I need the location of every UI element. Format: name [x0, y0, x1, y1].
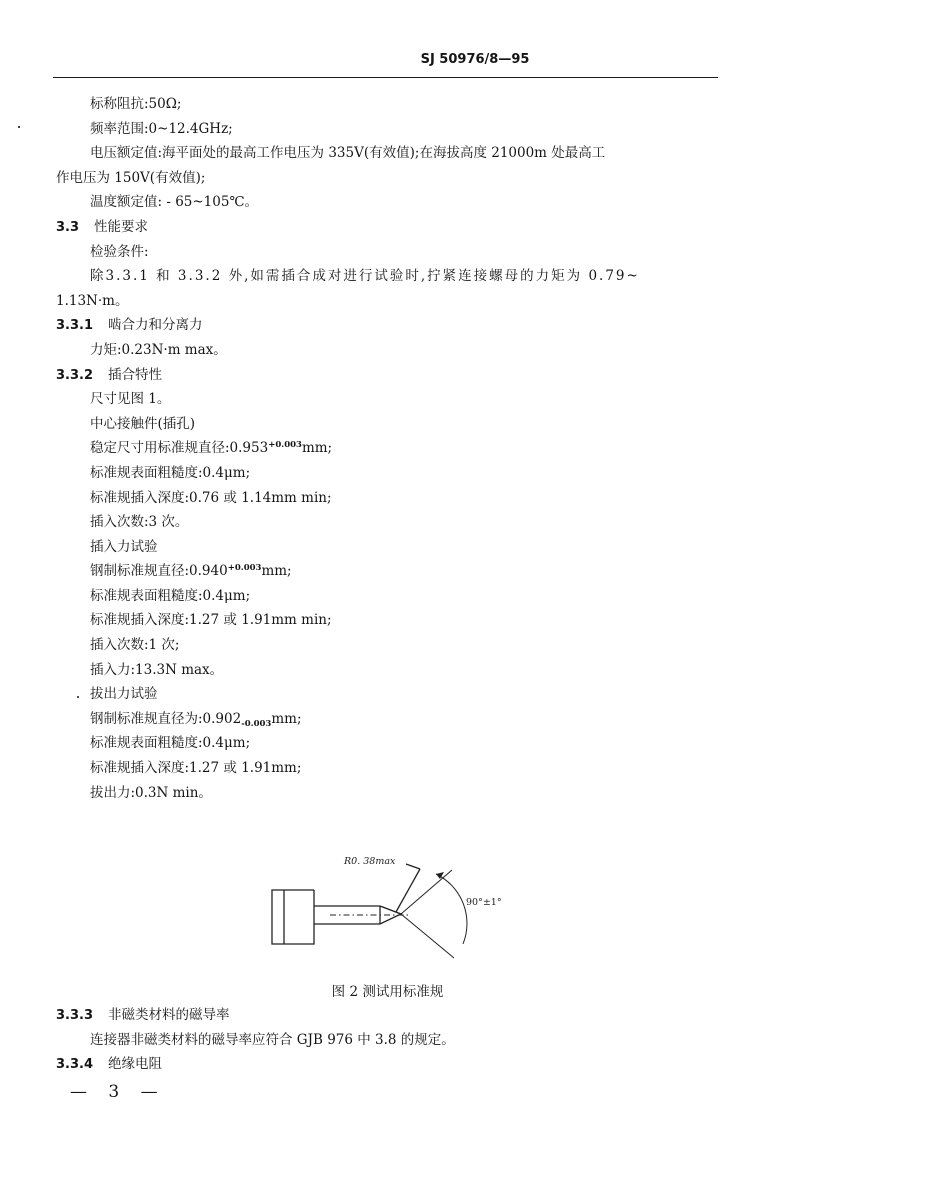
text-line: 力矩:0.23N·m max。: [90, 341, 227, 358]
section-title: 插合特性: [108, 366, 162, 383]
gauge-body: [272, 890, 314, 944]
section-3-3-2: [0, 363, 950, 388]
text-line-gauge-diameter: 稳定尺寸用标准规直径$:0.953^{+0.003}mm$;: [90, 440, 333, 457]
radius-leader-tail: [406, 864, 420, 869]
text-line: 标准规插入深度:1.27 或 1.91mm;: [90, 760, 302, 777]
angle-line-lower: [401, 914, 454, 958]
text-line-torque-cont: 1.13N·m。: [56, 292, 129, 309]
section-3-3-3: [0, 1003, 950, 1028]
text-line: 插入次数:1 次;: [90, 637, 180, 654]
text-line: 标准规表面粗糙度:0.4μm;: [90, 735, 251, 752]
spec-line-impedance: 标称阻抗:50Ω;: [90, 96, 182, 112]
section-3-3: [0, 215, 950, 240]
angle-arc: [436, 874, 467, 944]
section-3-3-1: [0, 313, 950, 338]
section-number: 3.3.1: [56, 318, 94, 334]
text-line: 连接器非磁类材料的磁导率应符合 GJB 976 中 3.8 的规定。: [90, 1031, 455, 1048]
text-line: 拔出力试验: [90, 686, 158, 703]
angle-line-upper: [401, 870, 452, 914]
section-number: 3.3: [56, 219, 80, 235]
text-line-gauge-diameter: 钢制标准规直径$:0.940^{+0.003}mm$;: [90, 563, 292, 580]
radius-leader: [396, 869, 420, 912]
text-line: 插入力试验: [90, 538, 158, 555]
radius-label: R0. 38max: [344, 856, 396, 867]
test-gauge-figure: [0, 842, 950, 960]
section-number: 3.3.3: [56, 1008, 94, 1023]
body-text-tail: [0, 1003, 950, 1077]
tolerance-superscript: +0.003: [268, 440, 302, 451]
body-text: [0, 92, 950, 805]
text-line: 插入力:13.3N max。: [90, 661, 224, 678]
section-title: 啮合力和分离力: [108, 317, 203, 334]
text-line-torque: 除3.3.1 和 3.3.2 外,如需插合成对进行试验时,拧紧连接螺母的力矩为 0.79~: [90, 268, 640, 285]
text-line: 标准规插入深度:1.27 或 1.91mm min;: [90, 612, 332, 629]
section-number: 3.3.4: [56, 1057, 94, 1073]
spec-line-frequency: 频率范围:0~12.4GHz;: [90, 120, 233, 137]
angle-label: 90°±1°: [466, 897, 502, 908]
text-line: 插入次数:3 次。: [90, 514, 189, 531]
header-rule: [53, 77, 718, 78]
section-3-3-4: [0, 1052, 950, 1077]
tolerance-subscript: -0.003: [241, 718, 272, 729]
text-line: 尺寸见图 1。: [90, 391, 171, 408]
spec-line-voltage: 电压额定值:海平面处的最高工作电压为 335V(有效值);在海拔高度 21000m 处最高工: [90, 145, 606, 162]
text-line: 标准规插入深度:0.76 或 1.14mm min;: [90, 489, 332, 506]
text-line: 拔出力:0.3N min。: [90, 784, 212, 801]
document-code-header: SJ 50976/8—95: [420, 52, 530, 67]
text-line: 检验条件:: [90, 243, 149, 260]
section-number: 3.3.2: [56, 367, 94, 383]
section-title: 非磁类材料的磁导率: [108, 1007, 230, 1023]
page-number: — 3 —: [70, 1082, 166, 1102]
text-line: 标准规表面粗糙度:0.4μm;: [90, 587, 251, 604]
spec-line-voltage-cont: 作电压为 150V(有效值);: [56, 169, 206, 186]
spec-line-temperature: 温度额定值: - 65~105℃。: [90, 194, 259, 211]
text-line-gauge-diameter: 钢制标准规直径为$:0.902_{-0.003}mm$;: [90, 710, 302, 729]
text-line: 标准规表面粗糙度:0.4μm;: [90, 464, 251, 481]
section-title: 性能要求: [94, 218, 148, 235]
tolerance-superscript: +0.003: [227, 563, 262, 574]
text-line: 中心接触件(插孔): [90, 415, 196, 432]
figure-caption: 图 2 测试用标准规: [331, 984, 444, 1000]
section-title: 绝缘电阻: [108, 1056, 162, 1073]
